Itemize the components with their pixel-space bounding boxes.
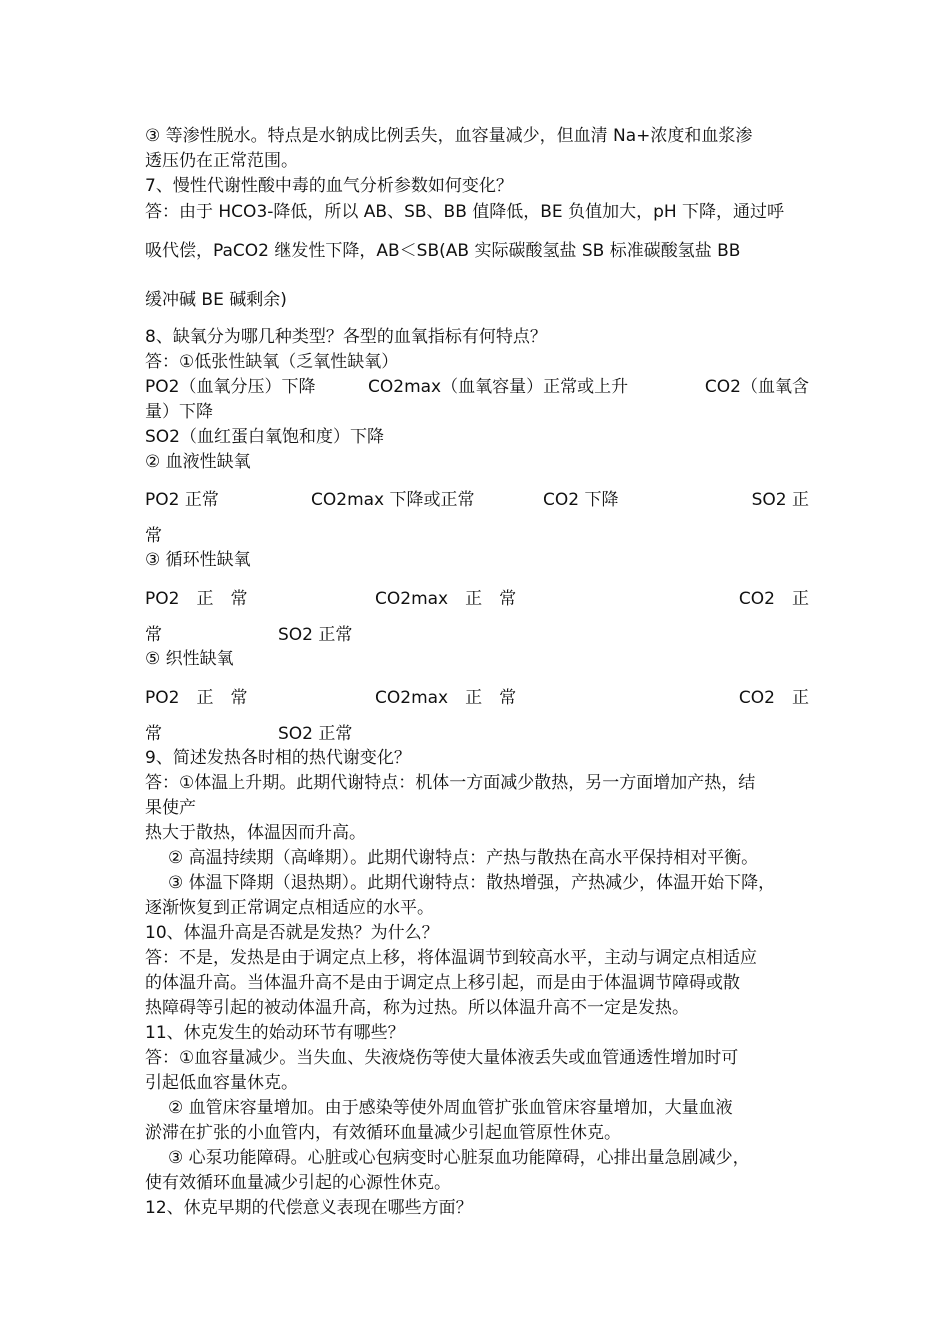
text-line: 使有效循环血量减少引起的心源性休克。 [145, 1173, 451, 1193]
so2-cell: SO2 正常 [278, 625, 353, 645]
oxygen-row-histotoxic-cont [145, 722, 809, 747]
oxygen-row-circulatory [145, 587, 809, 612]
co2max-cell: CO2max 正 常 [375, 688, 517, 708]
question-heading: 10、体温升高是否就是发热？为什么？ [145, 923, 439, 943]
po2-cell: PO2 正 常 [145, 589, 248, 609]
text-fragment: 常 [145, 724, 162, 744]
text-line: ② 血管床容量增加。由于感染等使外周血管扩张血管床容量增加，大量血液 [168, 1098, 733, 1118]
text-line: ② 高温持续期（高峰期）。此期代谢特点：产热与散热在高水平保持相对平衡。 [168, 848, 759, 868]
question-heading: 8、缺氧分为哪几种类型？各型的血氧指标有何特点？ [145, 327, 547, 347]
oxygen-row-circulatory-cont [145, 623, 809, 648]
text-line: 热大于散热，体温因而升高。 [145, 823, 366, 843]
text-line: 答：①血容量减少。当失血、失液烧伤等使大量体液丢失或血管通透性增加时可 [145, 1048, 739, 1068]
text-line: 逐渐恢复到正常调定点相适应的水平。 [145, 898, 434, 918]
subheading: ③ 循环性缺氧 [145, 550, 251, 570]
co2-cell: CO2 下降 [543, 490, 619, 510]
text-line: 答：①体温上升期。此期代谢特点：机体一方面减少散热，另一方面增加产热，结 [145, 773, 756, 793]
co2-cell: CO2（血氧含 [704, 377, 809, 397]
text-line: 淤滞在扩张的小血管内，有效循环血量减少引起血管原性休克。 [145, 1123, 621, 1143]
oxygen-row-hemic [145, 488, 809, 513]
question-heading: 9、简述发热各时相的热代谢变化？ [145, 748, 411, 768]
text-line: SO2（血红蛋白氧饱和度）下降 [145, 427, 384, 447]
text-line: 引起低血容量休克。 [145, 1073, 298, 1093]
text-line: 量）下降 [145, 402, 213, 422]
oxygen-row-histotoxic [145, 686, 809, 711]
text-line: 常 [145, 526, 162, 546]
po2-cell: PO2 正常 [145, 490, 219, 510]
so2-cell: SO2 正 [751, 490, 809, 510]
text-line: 热障碍等引起的被动体温升高，称为过热。所以体温升高不一定是发热。 [145, 998, 689, 1018]
so2-cell: SO2 正常 [278, 724, 353, 744]
text-line: 果使产 [145, 798, 196, 818]
text-line: 答：不是，发热是由于调定点上移，将体温调节到较高水平，主动与调定点相适应 [145, 948, 757, 968]
subheading: ② 血液性缺氧 [145, 452, 251, 472]
oxygen-row-hypotonic [145, 375, 809, 400]
question-heading: 11、休克发生的始动环节有哪些？ [145, 1023, 405, 1043]
co2max-cell: CO2max 正 常 [375, 589, 517, 609]
text-fragment: 常 [145, 625, 162, 645]
text-line: 缓冲碱 BE 碱剩余) [145, 290, 287, 310]
text-line: 的体温升高。当体温升高不是由于调定点上移引起，而是由于体温调节障碍或散 [145, 973, 740, 993]
co2-cell: CO2 正 [738, 688, 809, 708]
text-line: 吸代偿，PaCO2 继发性下降，AB＜SB(AB 实际碳酸氢盐 SB 标准碳酸氢盐 BB [145, 241, 741, 261]
question-heading: 12、休克早期的代偿意义表现在哪些方面？ [145, 1198, 473, 1218]
text-line: ③ 心泵功能障碍。心脏或心包病变时心脏泵血功能障碍，心排出量急剧减少， [168, 1148, 750, 1168]
text-line: 答：①低张性缺氧（乏氧性缺氧） [145, 352, 399, 372]
text-line: 透压仍在正常范围。 [145, 151, 298, 171]
co2max-cell: CO2max 下降或正常 [311, 490, 475, 510]
po2-cell: PO2 正 常 [145, 688, 248, 708]
po2-cell: PO2（血氧分压）下降 [145, 377, 316, 397]
text-line: 答：由于 HCO3-降低，所以 AB、SB、BB 值降低，BE 负值加大，pH 下降，通过呼 [145, 202, 785, 222]
question-heading: 7、慢性代谢性酸中毒的血气分析参数如何变化？ [145, 176, 513, 196]
co2-cell: CO2 正 [738, 589, 809, 609]
text-line: ③ 体温下降期（退热期）。此期代谢特点：散热增强，产热减少，体温开始下降， [168, 873, 776, 893]
co2max-cell: CO2max（血氧容量）正常或上升 [368, 377, 629, 397]
text-line: ③ 等渗性脱水。特点是水钠成比例丢失，血容量减少，但血清 Na+浓度和血浆渗 [145, 126, 753, 146]
subheading: ⑤ 织性缺氧 [145, 649, 234, 669]
